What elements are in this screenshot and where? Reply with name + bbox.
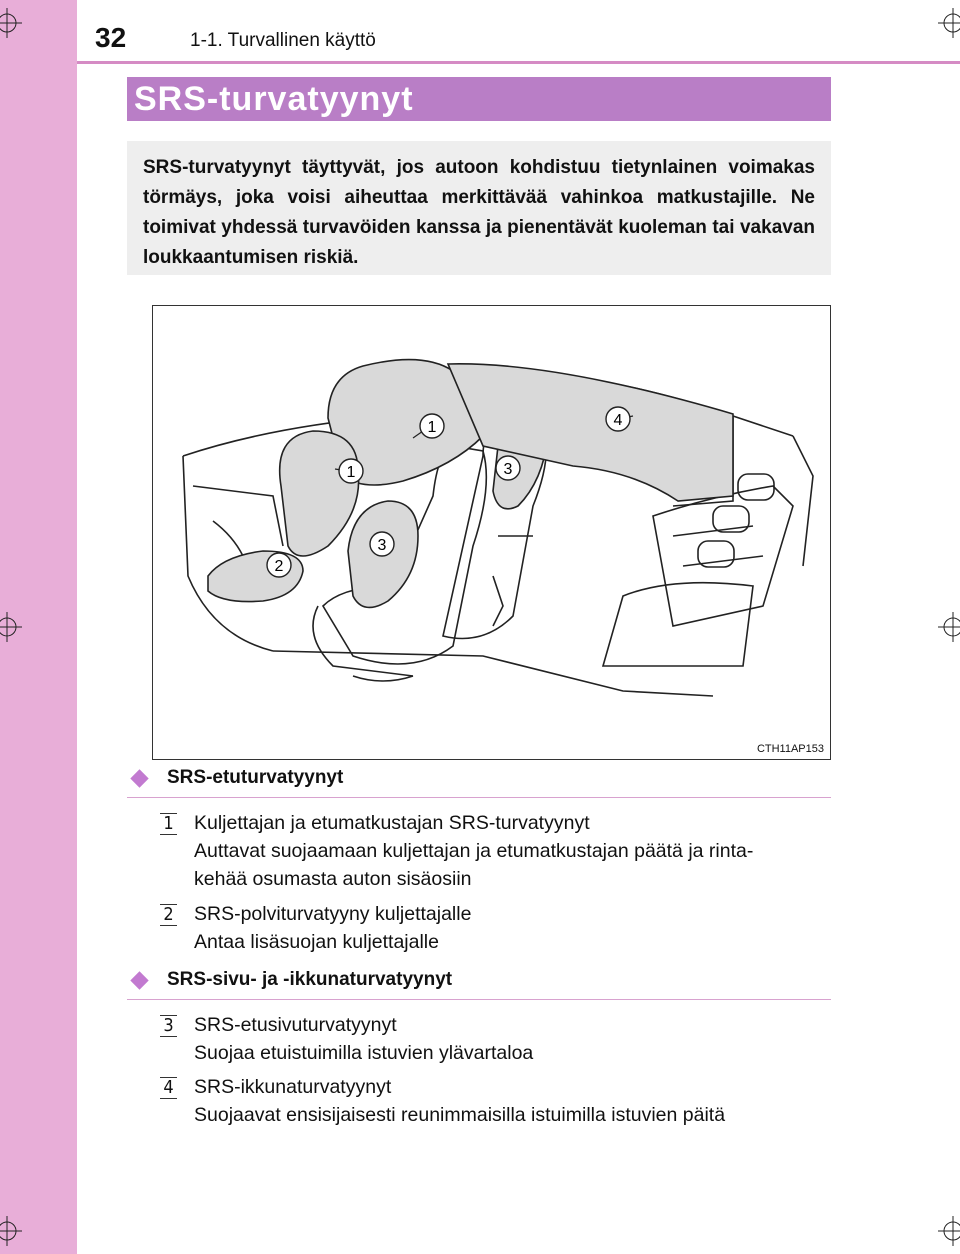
svg-text:3: 3: [377, 537, 387, 554]
airbag-illustration: [152, 305, 831, 760]
item-desc-line: Suojaa etuistuimilla istuvien ylävartaloa: [194, 1042, 534, 1064]
item-desc-line: Antaa lisäsuojan kuljettajalle: [194, 931, 439, 953]
item-number: 3: [160, 1015, 177, 1037]
crop-mark-icon: [938, 8, 960, 38]
item-title: SRS-etusivuturvatyynyt: [194, 1014, 397, 1036]
callout-3a: [370, 532, 394, 556]
callout-2: [267, 553, 291, 577]
item-desc-line: Auttavat suojaamaan kuljettajan ja etumatkustajan päätä ja rinta-: [194, 840, 754, 862]
svg-text:4: 4: [613, 412, 623, 429]
header-rule: [77, 61, 960, 64]
item-number: 1: [160, 813, 177, 835]
svg-text:1: 1: [346, 464, 356, 481]
item-number: 4: [160, 1077, 177, 1099]
callout-1a: [420, 414, 444, 438]
callout-3b: [496, 456, 520, 480]
page-number: 32: [95, 22, 127, 53]
svg-text:3: 3: [503, 461, 513, 478]
diamond-bullet-icon: [130, 971, 148, 989]
item-title: SRS-ikkunaturvatyynyt: [194, 1076, 392, 1098]
section-heading-text: SRS-sivu- ja -ikkunaturvatyynyt: [167, 969, 453, 990]
callout-1b: [339, 459, 363, 483]
section-heading-front-airbags: [127, 767, 831, 798]
section-heading-text: SRS-etuturvatyynyt: [167, 767, 344, 788]
item-title: SRS-polviturvatyyny kuljettajalle: [194, 903, 472, 925]
section-heading-side-airbags: [127, 969, 831, 1000]
chapter-title: 1-1. Turvallinen käyttö: [190, 30, 376, 51]
crop-mark-icon: [938, 1216, 960, 1246]
item-desc-line: Suojaavat ensisijaisesti reunimmaisilla istuimilla istuvien päitä: [194, 1104, 726, 1126]
callout-4: [606, 407, 630, 431]
svg-text:1: 1: [427, 419, 437, 436]
intro-text: SRS-turvatyynyt täyttyvät, jos autoon kohdistuu tietynlainen voimakas törmäys, joka voisi aiheuttaa merkittävää vahinkoa matkustajille. Ne toimivat yhdessä turvavöiden kanssa ja pienentävät kuoleman tai vakavan loukkaantumisen riskiä.: [127, 141, 831, 275]
diamond-bullet-icon: [130, 769, 148, 787]
item-number: 2: [160, 904, 177, 926]
crop-mark-icon: [0, 1216, 22, 1246]
crop-mark-icon: [0, 8, 22, 38]
svg-text:2: 2: [274, 558, 284, 575]
crop-mark-icon: [0, 612, 22, 642]
item-desc-line: kehää osumasta auton sisäosiin: [194, 868, 472, 890]
section-title: SRS-turvatyynyt: [127, 77, 831, 121]
item-title: Kuljettajan ja etumatkustajan SRS-turvatyynyt: [194, 812, 590, 834]
figure-code: CTH11AP153: [756, 743, 824, 755]
crop-mark-icon: [938, 612, 960, 642]
car-interior-drawing: [153, 306, 830, 759]
